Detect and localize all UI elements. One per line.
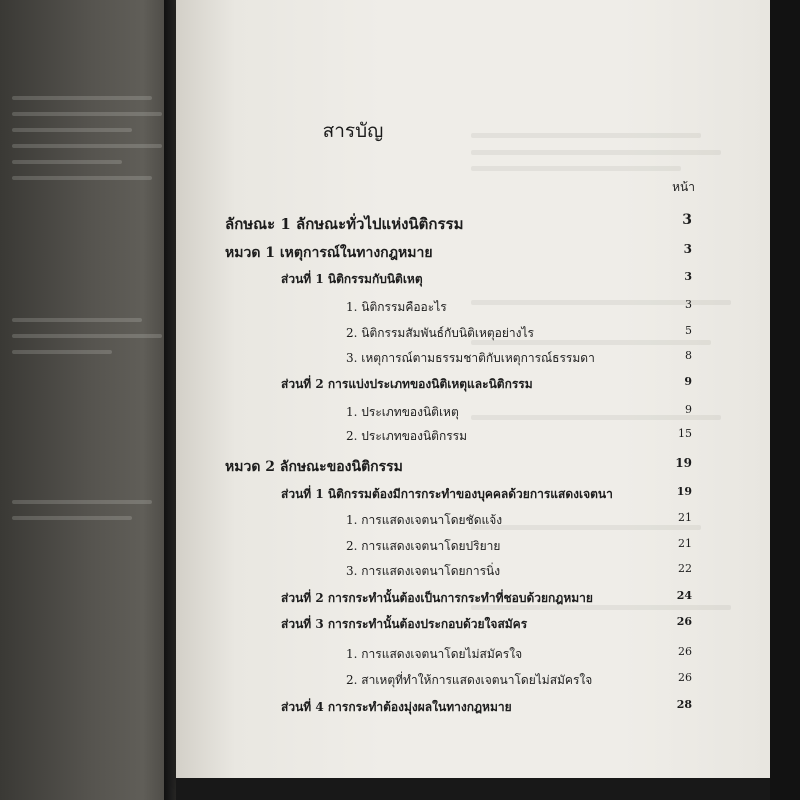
toc-entry-title: 2. การแสดงเจตนาโดยปริยาย — [346, 539, 501, 553]
toc-entry-title: หมวด 1 เหตุการณ์ในทางกฎหมาย — [225, 245, 433, 261]
toc-entry — [0, 485, 800, 505]
toc-entry-title: ส่วนที่ 4 การกระทำต้องมุ่งผลในทางกฎหมาย — [281, 700, 512, 714]
toc-entry-page-number: 3 — [682, 212, 692, 228]
toc-entry-title: 1. การแสดงเจตนาโดยไม่สมัครใจ — [346, 647, 523, 661]
toc-entry-page-number: 3 — [683, 242, 692, 256]
toc-entry-page-number: 8 — [685, 349, 692, 362]
toc-entry — [0, 615, 800, 635]
toc-entry-title: 2. ประเภทของนิติกรรม — [346, 429, 468, 443]
toc-entry-page-number: 19 — [675, 456, 692, 470]
toc-entry-title: ส่วนที่ 3 การกระทำนั้นต้องประกอบด้วยใจสมัคร — [281, 617, 528, 631]
toc-entry — [0, 671, 800, 691]
toc-entry — [0, 537, 800, 557]
toc-entry-page-number: 15 — [678, 427, 692, 440]
toc-entry-page-number: 28 — [676, 698, 692, 711]
toc-entry-title: หมวด 2 ลักษณะของนิติกรรม — [225, 459, 403, 475]
toc-entry-title: ส่วนที่ 1 นิติกรรมต้องมีการกระทำของบุคคลด้วยการแสดงเจตนา — [281, 487, 613, 501]
toc-entry-page-number: 3 — [684, 270, 692, 283]
left-page-text-shadow — [12, 176, 152, 180]
toc-entry-title: 1. นิติกรรมคืออะไร — [346, 300, 447, 314]
toc-entry — [0, 589, 800, 609]
background-edge — [176, 778, 770, 800]
toc-entry — [0, 403, 800, 423]
toc-entry-title: 3. การแสดงเจตนาโดยการนิ่ง — [346, 564, 501, 578]
left-page-text-shadow — [12, 96, 152, 100]
toc-entry — [0, 562, 800, 582]
toc-entry — [0, 324, 800, 344]
toc-entry-title: ลักษณะ 1 ลักษณะทั่วไปแห่งนิติกรรม — [225, 215, 464, 233]
page-column-label: หน้า — [672, 180, 695, 194]
toc-entry-page-number: 9 — [684, 375, 692, 388]
toc-entry — [0, 242, 800, 262]
toc-entry-page-number: 26 — [678, 645, 692, 658]
left-page-text-shadow — [12, 318, 142, 322]
toc-entry — [0, 298, 800, 318]
toc-entry — [0, 698, 800, 718]
toc-entry-title: 2. นิติกรรมสัมพันธ์กับนิติเหตุอย่างไร — [346, 326, 534, 340]
toc-entry — [0, 349, 800, 369]
toc-entry — [0, 270, 800, 290]
toc-entry-title: ส่วนที่ 1 นิติกรรมกับนิติเหตุ — [281, 272, 423, 286]
show-through — [471, 166, 681, 171]
toc-title: สารบัญ — [322, 120, 384, 142]
toc-entry — [0, 427, 800, 447]
toc-entry — [0, 375, 800, 395]
toc-entry-page-number: 21 — [678, 537, 692, 550]
show-through — [471, 150, 721, 155]
toc-entry-title: ส่วนที่ 2 การแบ่งประเภทของนิติเหตุและนิติกรรม — [281, 377, 533, 391]
toc-entry-title: 2. สาเหตุที่ทำให้การแสดงเจตนาโดยไม่สมัครใจ — [346, 673, 593, 687]
toc-entry-page-number: 24 — [676, 589, 692, 602]
left-page-text-shadow — [12, 160, 122, 164]
toc-entry — [0, 456, 800, 476]
toc-entry-page-number: 26 — [676, 615, 692, 628]
toc-entry-title: 1. ประเภทของนิติเหตุ — [346, 405, 459, 419]
toc-entry-page-number: 21 — [678, 511, 692, 524]
toc-entry-title: 3. เหตุการณ์ตามธรรมชาติกับเหตุการณ์ธรรมดา — [346, 351, 595, 365]
toc-entry-page-number: 26 — [678, 671, 692, 684]
toc-entry — [0, 212, 800, 232]
toc-entry — [0, 645, 800, 665]
toc-entry-page-number: 5 — [685, 324, 692, 337]
toc-entry-page-number: 9 — [685, 403, 692, 416]
toc-entry-title: ส่วนที่ 2 การกระทำนั้นต้องเป็นการกระทำที่ชอบด้วยกฎหมาย — [281, 591, 593, 605]
toc-entry-page-number: 22 — [678, 562, 692, 575]
toc-entry-page-number: 3 — [685, 298, 692, 311]
toc-entry — [0, 511, 800, 531]
toc-entry-page-number: 19 — [676, 485, 692, 498]
toc-entry-title: 1. การแสดงเจตนาโดยชัดแจ้ง — [346, 513, 503, 527]
